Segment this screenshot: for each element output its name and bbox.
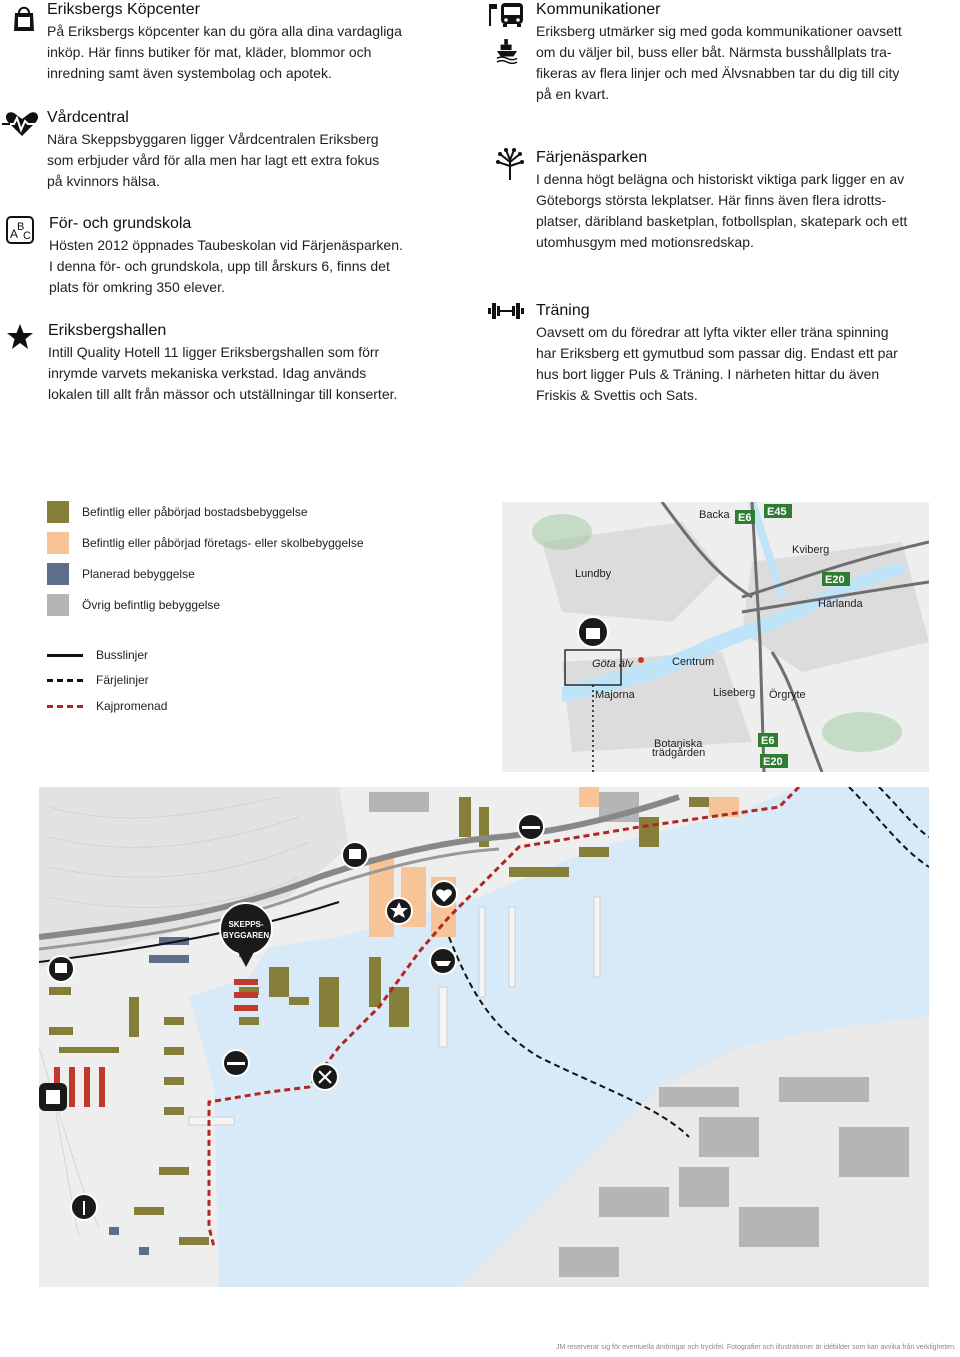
marker-label: BYGGAREN <box>222 931 270 940</box>
road-shield-label: E6 <box>761 735 775 747</box>
legend-line-quay <box>47 705 83 708</box>
centrum-dot-icon <box>638 657 644 663</box>
ferry-icon <box>496 38 518 64</box>
map-poi-restaurant-icon[interactable] <box>312 1064 338 1090</box>
place-label: Majorna <box>595 689 635 701</box>
section-text: Eriksberg utmärker sig med goda kommunikationer oavsett om du väljer bil, buss eller båt. Närmsta busshållplats tra- fikeras av flera linjer och med Älvsnabben tar du dig till city på en kvart. <box>536 23 902 102</box>
map-poi-school-icon[interactable] <box>39 1083 67 1111</box>
marker-label: SKEPPS- <box>228 920 264 929</box>
legend-line-ferry <box>47 679 83 682</box>
overview-map[interactable] <box>502 502 929 772</box>
shopping-bag-icon <box>10 4 38 32</box>
section-title: Vårdcentral <box>47 109 129 126</box>
dumbbell-icon <box>488 301 524 321</box>
place-label: trädgården <box>652 747 706 759</box>
legend-label: Befintlig eller påbörjad företags- eller skolbebyggelse <box>82 536 364 550</box>
section-kommunikationer <box>536 0 946 105</box>
legend-swatch-ovrig <box>47 594 69 616</box>
area-map[interactable] <box>39 787 929 1287</box>
section-title: Kommunikationer <box>536 1 661 18</box>
section-traning <box>536 301 946 406</box>
section-text: Nära Skeppsbyggaren ligger Vårdcentralen Eriksberg som erbjuder vård för alla men har lagt ett extra fokus på kvinnors hälsa. <box>47 131 380 189</box>
legend-swatch-planerad <box>47 563 69 585</box>
river-label: Göta älv <box>592 658 633 670</box>
section-text: I denna högt belägna och historiskt viktiga park ligger en av Göteborgs största lekplatser. Här finns även flera idrotts- platser, däribland basketplan, fotbollsplan, skatepark och ett utomhusgym med motionsredskap. <box>536 171 908 250</box>
road-shield-label: E20 <box>825 574 845 586</box>
legend-label: Kajpromenad <box>96 699 168 713</box>
map-poi-gym-icon[interactable] <box>518 814 544 840</box>
legend-line-bus <box>47 654 83 657</box>
place-label: Backa <box>699 509 730 521</box>
section-kopcenter <box>47 0 427 84</box>
section-vardcentral <box>47 108 427 192</box>
section-text: Hösten 2012 öppnades Taubeskolan vid Färjenäsparken. I denna för- och grundskola, upp till årskurs 6, finns det plats för omkring 350 elever. <box>49 237 403 295</box>
road-shield-label: E20 <box>763 756 783 768</box>
road-shield-label: E45 <box>767 506 787 518</box>
bus-icon <box>489 2 525 28</box>
place-label: Centrum <box>672 656 715 668</box>
legend-label: Färjelinjer <box>96 673 149 687</box>
heart-pulse-icon <box>2 110 42 138</box>
place-label: Liseberg <box>713 687 756 699</box>
road-shield-label: E6 <box>738 512 752 524</box>
svg-text:C: C <box>23 230 31 242</box>
section-title: För- och grundskola <box>49 215 192 232</box>
map-poi-health-icon[interactable] <box>431 881 457 907</box>
section-parken <box>536 148 946 253</box>
place-label: Botaniska <box>654 738 703 750</box>
map-poi-park-icon[interactable] <box>71 1194 97 1220</box>
legend-label: Busslinjer <box>96 648 149 662</box>
section-title: Eriksbergshallen <box>48 322 167 339</box>
map-poi-bus-icon[interactable] <box>342 842 368 868</box>
legend-label: Övrig befintlig bebyggelse <box>82 598 221 612</box>
map-poi-bus-icon[interactable] <box>48 956 74 982</box>
place-label: Örgryte <box>769 689 806 701</box>
section-text: Oavsett om du föredrar att lyfta vikter eller träna spinning har Eriksberg ett gymutbud som passar dig. Endast ett par hus bort ligger Puls & Träning. I närheten hittar du även Friskis & Svettis och Sats. <box>536 324 898 403</box>
section-hallen <box>48 321 438 405</box>
star-icon <box>6 323 34 351</box>
legend-swatch-foretag <box>47 532 69 554</box>
svg-text:A: A <box>10 227 19 241</box>
section-skola <box>10 214 429 298</box>
legend-swatch-bostad <box>47 501 69 523</box>
section-title: Färjenäsparken <box>536 149 648 166</box>
svg-text:B: B <box>17 221 25 233</box>
place-label: Härlanda <box>818 598 863 610</box>
map-poi-star-icon[interactable] <box>386 898 412 924</box>
map-poi-ferry-icon[interactable] <box>430 948 456 974</box>
abc-school-icon <box>6 216 34 244</box>
tree-icon <box>496 148 524 180</box>
legend-label: Befintlig eller påbörjad bostadsbebyggelse <box>82 505 308 519</box>
legend-label: Planerad bebyggelse <box>82 567 195 581</box>
place-label: Kviberg <box>792 544 830 556</box>
section-title: Eriksbergs Köpcenter <box>47 1 200 18</box>
map-poi-gym-icon[interactable] <box>223 1050 249 1076</box>
section-text: Intill Quality Hotell 11 ligger Eriksbergshallen som förr inrymde varvets mekaniska verkstad. Idag används lokalen till allt från mässor och utställningar till konserter. <box>48 344 398 402</box>
footer-disclaimer: JM reserverar sig för eventuella ändringar och tryckfel. Fotografier och illustrationer är idébilder som kan avvika från verkligheten. <box>556 1344 956 1351</box>
section-title: Träning <box>536 302 590 319</box>
section-text: På Eriksbergs köpcenter kan du göra alla dina vardagliga inköp. Här finns butiker för mat, kläder, blommor och inredning samt även systembolag och apotek. <box>47 23 402 81</box>
place-label: Lundby <box>575 568 612 580</box>
